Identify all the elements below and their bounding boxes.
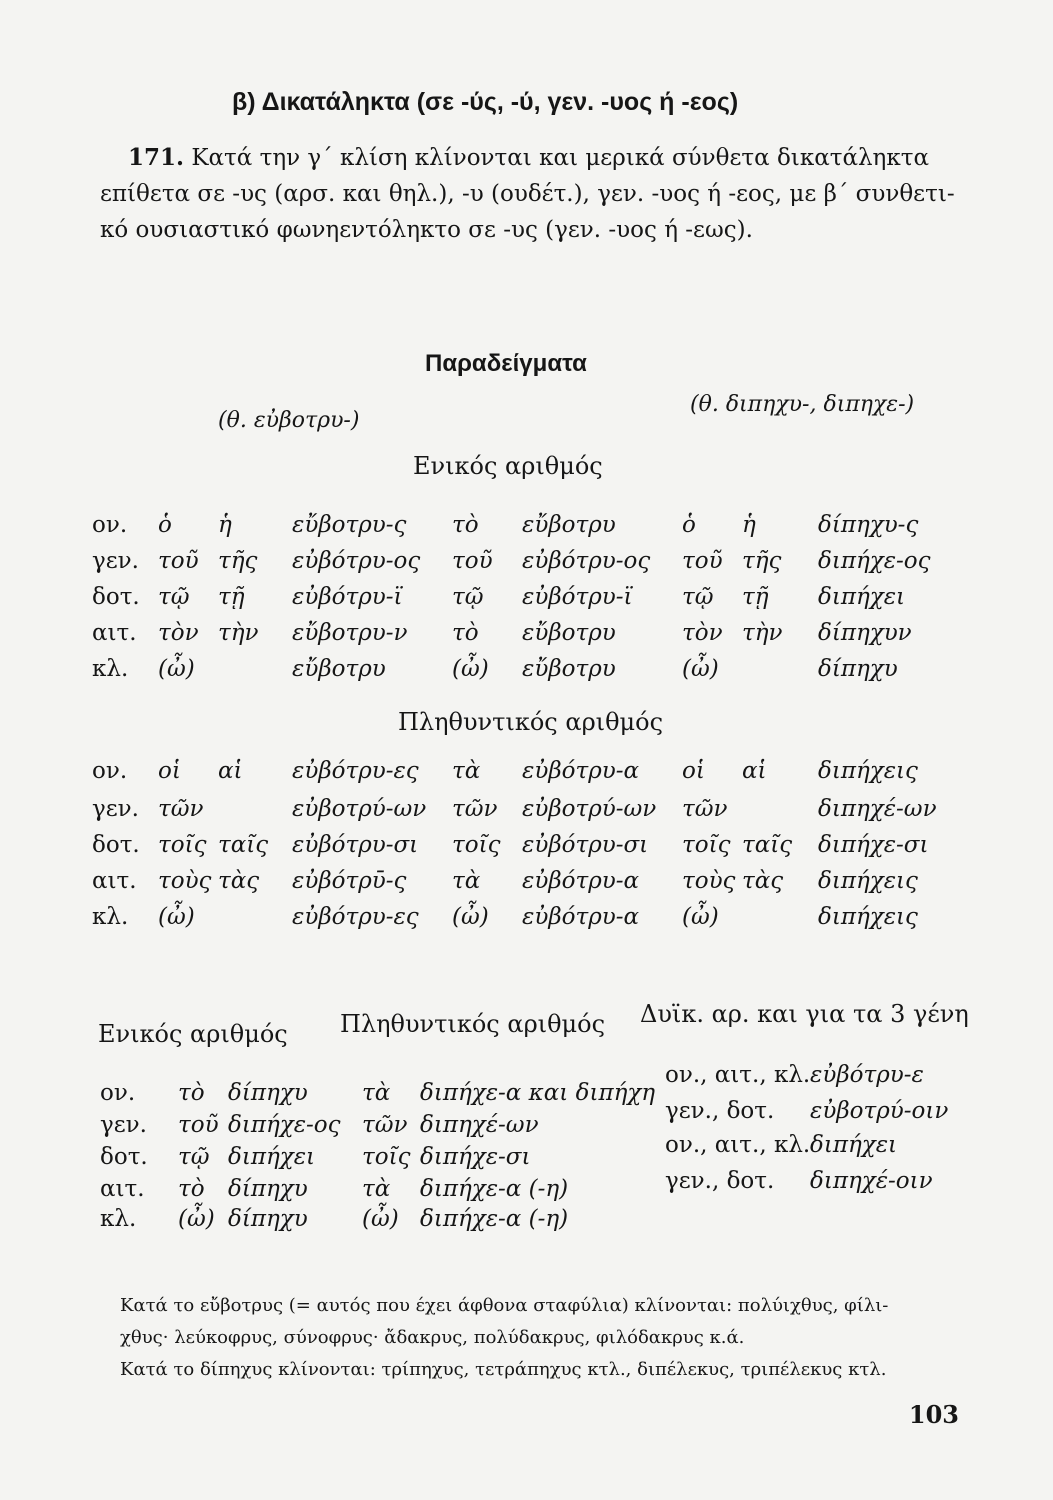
singular-cell-n2: εὐβότρυ-ϊ: [522, 584, 633, 610]
neuter-cell-case: κλ.: [100, 1206, 137, 1232]
plural-cell-a3: εὐβότρυ-ες: [292, 904, 419, 930]
neuter-cell-case: δοτ.: [100, 1144, 148, 1170]
plural-title: Πληθυντικός αριθμός: [398, 708, 664, 736]
plural-cell-b2: ταῖς: [742, 832, 793, 858]
plural-cell-a1: τῶν: [158, 796, 204, 822]
plural-cell-b1: (ὦ): [682, 904, 719, 930]
singular-cell-n1: τῷ: [452, 584, 484, 610]
singular-cell-b3: δίπηχυ-ς: [818, 512, 919, 538]
neuter-cell-case: αιτ.: [100, 1176, 145, 1202]
neuter-cell-case: ον.: [100, 1080, 136, 1106]
neuter-plural-title: Πληθυντικός αριθμός: [340, 1010, 606, 1038]
dual-label: γεν., δοτ.: [665, 1168, 775, 1194]
neuter-cell-art: τὸ: [178, 1176, 205, 1202]
neuter-cell-art: τῷ: [178, 1144, 210, 1170]
singular-cell-a1: τοῦ: [158, 548, 199, 574]
plural-cell-b3: διπηχέ-ων: [818, 796, 937, 822]
plural-cell-b3: διπήχεις: [818, 758, 918, 784]
singular-cell-a1: τὸν: [158, 620, 199, 646]
plural-cell-b1: τοὺς: [682, 868, 736, 894]
singular-cell-case: δοτ.: [92, 584, 140, 610]
singular-cell-n1: τὸ: [452, 620, 479, 646]
neuter-singular-title: Ενικός αριθμός: [98, 1020, 288, 1048]
singular-cell-a1: (ὦ): [158, 656, 195, 682]
stem-right: (θ. διπηχυ-, διπηχε-): [690, 392, 915, 417]
singular-cell-n2: εὔβοτρυ: [522, 512, 616, 538]
singular-cell-a1: τῷ: [158, 584, 190, 610]
plural-cell-b1: τοῖς: [682, 832, 731, 858]
plural-cell-n2: εὐβότρυ-σι: [522, 832, 649, 858]
singular-cell-n2: εὔβοτρυ: [522, 620, 616, 646]
neuter-cell-art: τὸ: [178, 1080, 205, 1106]
dual-form: εὐβοτρύ-οιν: [810, 1098, 949, 1124]
singular-cell-case: αιτ.: [92, 620, 137, 646]
dual-label: ον., αιτ., κλ.: [665, 1062, 811, 1088]
neuter-cell-p_art: τὰ: [362, 1176, 391, 1202]
singular-cell-b3: δίπηχυ: [818, 656, 898, 682]
plural-cell-a2: αἱ: [218, 758, 243, 784]
plural-cell-n1: τὰ: [452, 758, 481, 784]
neuter-cell-form: δίπηχυ: [228, 1176, 308, 1202]
singular-cell-a3: εὔβοτρυ: [292, 656, 386, 682]
plural-cell-b3: διπήχε-σι: [818, 832, 929, 858]
plural-cell-b3: διπήχεις: [818, 904, 918, 930]
dual-label: γεν., δοτ.: [665, 1098, 775, 1124]
plural-cell-b2: αἱ: [742, 758, 767, 784]
plural-cell-n1: τὰ: [452, 868, 481, 894]
singular-cell-a3: εὔβοτρυ-ς: [292, 512, 407, 538]
neuter-cell-p_art: τῶν: [362, 1112, 408, 1138]
neuter-cell-p_art: τοῖς: [362, 1144, 411, 1170]
singular-cell-b1: (ὦ): [682, 656, 719, 682]
plural-cell-a2: τὰς: [218, 868, 260, 894]
plural-cell-n1: τῶν: [452, 796, 498, 822]
singular-cell-b3: διπήχει: [818, 584, 906, 610]
plural-cell-a1: τοὺς: [158, 868, 212, 894]
neuter-cell-art: (ὦ): [178, 1206, 215, 1232]
singular-cell-case: ον.: [92, 512, 128, 538]
footnote-line-1: Κατά το εὔβοτρυς (= αυτός που έχει άφθονα σταφύλια) κλίνονται: πολύιχθυς, φίλι-: [120, 1295, 889, 1316]
singular-cell-n2: εὔβοτρυ: [522, 656, 616, 682]
singular-cell-a2: τῆς: [218, 548, 258, 574]
page-number: 103: [908, 1400, 959, 1429]
dual-form: διπηχέ-οιν: [810, 1168, 933, 1194]
intro-paragraph: [100, 140, 1000, 248]
plural-cell-a3: εὐβότρυ-ες: [292, 758, 419, 784]
neuter-cell-form: δίπηχυ: [228, 1206, 308, 1232]
plural-cell-a1: (ὦ): [158, 904, 195, 930]
plural-cell-a2: ταῖς: [218, 832, 269, 858]
singular-title: Ενικός αριθμός: [413, 452, 603, 480]
plural-cell-a3: εὐβότρυ-σι: [292, 832, 419, 858]
neuter-cell-p_art: τὰ: [362, 1080, 391, 1106]
singular-cell-a3: εὔβοτρυ-ν: [292, 620, 408, 646]
examples-title: Παραδείγματα: [425, 350, 587, 377]
singular-cell-a2: ἡ: [218, 512, 232, 538]
plural-cell-case: ον.: [92, 758, 128, 784]
neuter-cell-p_form: διπήχε-α (-η): [420, 1176, 569, 1202]
plural-cell-n2: εὐβότρυ-α: [522, 868, 639, 894]
plural-cell-b2: τὰς: [742, 868, 784, 894]
singular-cell-a3: εὐβότρυ-ος: [292, 548, 421, 574]
dual-title: Δυϊκ. αρ. και για τα 3 γένη: [640, 1000, 969, 1028]
plural-cell-case: γεν.: [92, 796, 139, 822]
singular-cell-a1: ὁ: [158, 512, 172, 538]
plural-cell-b3: διπήχεις: [818, 868, 918, 894]
plural-cell-case: δοτ.: [92, 832, 140, 858]
singular-cell-b1: ὁ: [682, 512, 696, 538]
neuter-cell-p_form: διπήχε-σι: [420, 1144, 531, 1170]
neuter-cell-form: διπήχει: [228, 1144, 316, 1170]
plural-cell-a1: οἱ: [158, 758, 181, 784]
plural-cell-a1: τοῖς: [158, 832, 207, 858]
singular-cell-n2: εὐβότρυ-ος: [522, 548, 651, 574]
singular-cell-n1: τοῦ: [452, 548, 493, 574]
plural-cell-n2: εὐβοτρύ-ων: [522, 796, 657, 822]
plural-cell-n1: (ὦ): [452, 904, 489, 930]
singular-cell-b1: τοῦ: [682, 548, 723, 574]
plural-cell-n1: τοῖς: [452, 832, 501, 858]
singular-cell-case: γεν.: [92, 548, 139, 574]
neuter-cell-p_art: (ὦ): [362, 1206, 399, 1232]
singular-cell-b3: δίπηχυν: [818, 620, 912, 646]
dual-label: ον., αιτ., κλ.: [665, 1132, 811, 1158]
plural-cell-n2: εὐβότρυ-α: [522, 904, 639, 930]
singular-cell-case: κλ.: [92, 656, 129, 682]
plural-cell-case: κλ.: [92, 904, 129, 930]
singular-cell-n1: τὸ: [452, 512, 479, 538]
section-heading: β) Δικατάληκτα (σε -ύς, -ύ, γεν. -υος ή -εος): [232, 88, 739, 116]
intro-line-2: επίθετα σε -υς (αρσ. και θηλ.), -υ (ουδέτ.), γεν. -υος ή -εος, με β΄ συνθετι-: [100, 181, 955, 207]
neuter-cell-case: γεν.: [100, 1112, 147, 1138]
plural-cell-a3: εὐβοτρύ-ων: [292, 796, 427, 822]
intro-line-1: Κατά την γ΄ κλίση κλίνονται και μερικά σύνθετα δικατάληκτα: [191, 145, 929, 171]
singular-cell-b3: διπήχε-ος: [818, 548, 931, 574]
paragraph-number: 171.: [128, 144, 185, 171]
footnote-line-3: Κατά το δίπηχυς κλίνονται: τρίπηχυς, τετράπηχυς κτλ., διπέλεκυς, τριπέλεκυς κτλ.: [120, 1359, 887, 1380]
intro-line-3: κό ουσιαστικό φωνηεντόληκτο σε -υς (γεν. -υος ή -εως).: [100, 217, 753, 243]
plural-cell-case: αιτ.: [92, 868, 137, 894]
footnote: [120, 1290, 1000, 1386]
plural-cell-n2: εὐβότρυ-α: [522, 758, 639, 784]
plural-cell-b1: τῶν: [682, 796, 728, 822]
footnote-line-2: χθυς· λεύκοφρυς, σύνοφρυς· ἄδακρυς, πολύδακρυς, φιλόδακρυς κ.ά.: [120, 1327, 745, 1348]
neuter-cell-p_form: διπήχε-α (-η): [420, 1206, 569, 1232]
dual-form: διπήχει: [810, 1132, 898, 1158]
neuter-cell-form: διπήχε-ος: [228, 1112, 341, 1138]
singular-cell-b2: τῇ: [742, 584, 769, 610]
singular-cell-b1: τὸν: [682, 620, 723, 646]
stem-left: (θ. εὐβοτρυ-): [218, 408, 360, 433]
neuter-cell-art: τοῦ: [178, 1112, 219, 1138]
plural-cell-a3: εὐβότρῡ-ς: [292, 868, 407, 894]
singular-cell-b2: τὴν: [742, 620, 783, 646]
singular-cell-n1: (ὦ): [452, 656, 489, 682]
plural-cell-b1: οἱ: [682, 758, 705, 784]
singular-cell-a2: τὴν: [218, 620, 259, 646]
dual-form: εὐβότρυ-ε: [810, 1062, 924, 1088]
singular-cell-b2: ἡ: [742, 512, 756, 538]
singular-cell-b2: τῆς: [742, 548, 782, 574]
singular-cell-a2: τῇ: [218, 584, 245, 610]
neuter-cell-p_form: διπηχέ-ων: [420, 1112, 539, 1138]
neuter-cell-p_form: διπήχε-α και διπήχη: [420, 1080, 656, 1106]
singular-cell-a3: εὐβότρυ-ϊ: [292, 584, 403, 610]
neuter-cell-form: δίπηχυ: [228, 1080, 308, 1106]
singular-cell-b1: τῷ: [682, 584, 714, 610]
